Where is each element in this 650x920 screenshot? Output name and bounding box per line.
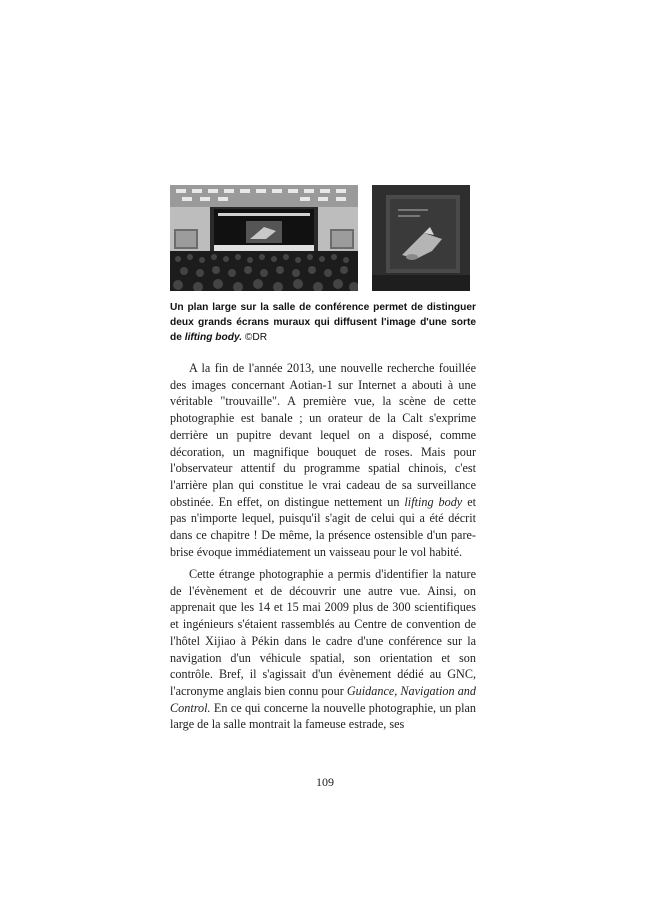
body-paragraph-2 [170, 566, 476, 733]
italic-term: lifting body [404, 494, 463, 509]
paragraph-text: A la fin de l'année 2013, une nouvelle recherche fouillée des images concernant Aotian-1 sur Internet a abouti à une véritable "trouvaille". A première vue, la scène de cette photographie est banale ; un orateur de la Calt s'exprime derrière un pupitre devant lequel on a disposé, comme décoration, un magnifique bouquet de roses. Mais pour l'observateur attentif du programme spatial chinois, c'est l'arrière plan qui constitue le vrai cadeau de sa surveillance obstinée. En effet, on distingue nettement un [170, 361, 476, 509]
conference-hall-photo [170, 185, 358, 291]
figure-caption [170, 300, 476, 346]
paragraph-text: Cette étrange photographie a permis d'identifier la nature de l'évènement et de découvrir une autre vue. Ainsi, on apprenait que les 14 et 15 mai 2009 plus de 300 scientifiques et ingénieurs s'étaient rassemblés au Centre de convention de l'hôtel Xijiao à Pékin dans le cadre d'une conférence sur la navigation d'un véhicule spatial, son orientation et son contrôle. Bref, il s'agissait d'un évènement dédié au GNC, l'acronyme anglais bien connu pour [170, 567, 476, 698]
photo-credit: ©DR [244, 332, 268, 344]
caption-italic-term: lifting body. [184, 332, 243, 344]
caption-text: Un plan large sur la salle de conférence permet de distinguer deux grands écrans muraux qui diffusent l'image d'une sorte de [170, 302, 476, 344]
italic-term: Guidance, Navigation and Control. [170, 683, 476, 715]
screen-closeup-photo [372, 185, 470, 291]
paragraph-text: et pas n'importe lequel, puisqu'il s'agit de celui qui a été décrit dans ce chapitre ! De même, la présence ostensible d'un pare-brise évoque immédiatement un vaisseau pour le vol habité. [170, 494, 477, 559]
paragraph-text: En ce qui concerne la nouvelle photographie, un plan large de la salle montrait la fameuse estrade, ses [170, 700, 477, 732]
body-paragraph-1 [170, 360, 476, 560]
page-number: 109 [316, 775, 334, 789]
